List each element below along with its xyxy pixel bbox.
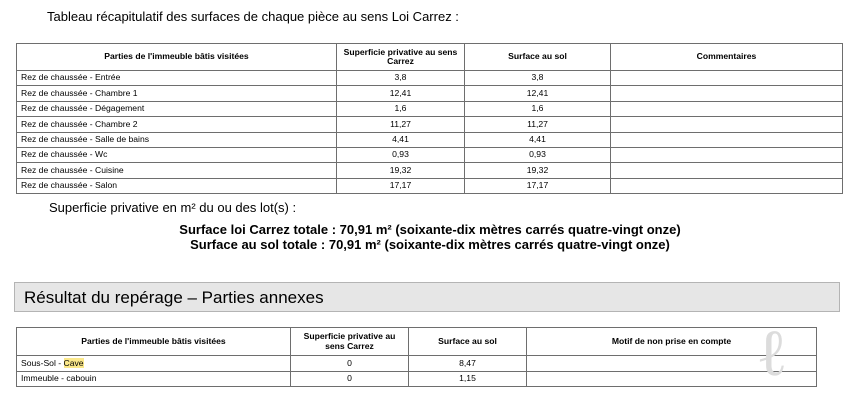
header-carrez: Superficie privative au sens Carrez	[291, 328, 409, 356]
total-surface-sol: Surface au sol totale : 70,91 m² (soixante-dix mètres carrés quatre-vingt onze)	[190, 237, 670, 252]
cell-sol: 3,8	[465, 71, 611, 86]
cell-carrez: 0,93	[337, 147, 465, 162]
cell-sol: 11,27	[465, 117, 611, 132]
cell-partie: Rez de chaussée - Dégagement	[17, 101, 337, 116]
cell-carrez: 12,41	[337, 86, 465, 101]
annexes-table-header	[17, 328, 817, 356]
cell-partie: Rez de chaussée - Salle de bains	[17, 132, 337, 147]
section-heading: Résultat du repérage – Parties annexes	[14, 282, 840, 312]
cell-partie-prefix: Sous-Sol -	[21, 357, 64, 368]
cell-commentaire	[611, 117, 843, 132]
header-motif: Motif de non prise en compte	[527, 328, 817, 356]
cell-sol: 1,6	[465, 101, 611, 116]
cell-partie	[17, 356, 291, 372]
cell-partie: Rez de chaussée - Salon	[17, 178, 337, 193]
total-carrez: Surface loi Carrez totale : 70,91 m² (soixante-dix mètres carrés quatre-vingt onze)	[179, 222, 681, 237]
cell-sol: 1,15	[409, 371, 527, 387]
cell-commentaire	[611, 71, 843, 86]
cell-partie-prefix: Immeuble - cabouin	[21, 373, 97, 384]
header-surface-sol: Surface au sol	[465, 44, 611, 71]
annexes-table	[16, 327, 817, 387]
cell-carrez: 0	[291, 371, 409, 387]
table-row	[17, 71, 843, 86]
cell-carrez: 11,27	[337, 117, 465, 132]
highlighted-text: Cave	[63, 357, 84, 368]
cell-commentaire	[611, 132, 843, 147]
cell-commentaire	[611, 163, 843, 178]
cell-partie	[17, 371, 291, 387]
cell-partie: Rez de chaussée - Entrée	[17, 71, 337, 86]
header-commentaires: Commentaires	[611, 44, 843, 71]
cell-partie: Rez de chaussée - Chambre 2	[17, 117, 337, 132]
cell-commentaire	[611, 101, 843, 116]
summary-label: Superficie privative en m² du ou des lot(s) :	[49, 200, 297, 215]
table-row	[17, 117, 843, 132]
cell-partie: Rez de chaussée - Chambre 1	[17, 86, 337, 101]
cell-sol: 19,32	[465, 163, 611, 178]
cell-carrez: 1,6	[337, 101, 465, 116]
cell-carrez: 3,8	[337, 71, 465, 86]
cell-partie: Rez de chaussée - Cuisine	[17, 163, 337, 178]
watermark-logo-icon: ℓ	[756, 314, 788, 391]
header-parties: Parties de l'immeuble bâtis visitées	[17, 44, 337, 71]
header-parties: Parties de l'immeuble bâtis visitées	[17, 328, 291, 356]
table-row	[17, 163, 843, 178]
table-row	[17, 356, 817, 372]
table-row	[17, 101, 843, 116]
table-row	[17, 178, 843, 193]
table-row	[17, 86, 843, 101]
cell-sol: 8,47	[409, 356, 527, 372]
header-carrez: Superficie privative au sens Carrez	[337, 44, 465, 71]
intro-text: Tableau récapitulatif des surfaces de chaque pièce au sens Loi Carrez :	[47, 9, 459, 24]
carrez-table	[16, 43, 843, 194]
carrez-table-header	[17, 44, 843, 71]
cell-commentaire	[611, 147, 843, 162]
cell-carrez: 17,17	[337, 178, 465, 193]
cell-partie: Rez de chaussée - Wc	[17, 147, 337, 162]
table-row	[17, 371, 817, 387]
cell-carrez: 4,41	[337, 132, 465, 147]
table-row	[17, 132, 843, 147]
table-row	[17, 147, 843, 162]
cell-carrez: 19,32	[337, 163, 465, 178]
cell-sol: 17,17	[465, 178, 611, 193]
cell-carrez: 0	[291, 356, 409, 372]
cell-sol: 0,93	[465, 147, 611, 162]
header-surface-sol: Surface au sol	[409, 328, 527, 356]
cell-sol: 12,41	[465, 86, 611, 101]
cell-sol: 4,41	[465, 132, 611, 147]
cell-commentaire	[611, 86, 843, 101]
cell-commentaire	[611, 178, 843, 193]
